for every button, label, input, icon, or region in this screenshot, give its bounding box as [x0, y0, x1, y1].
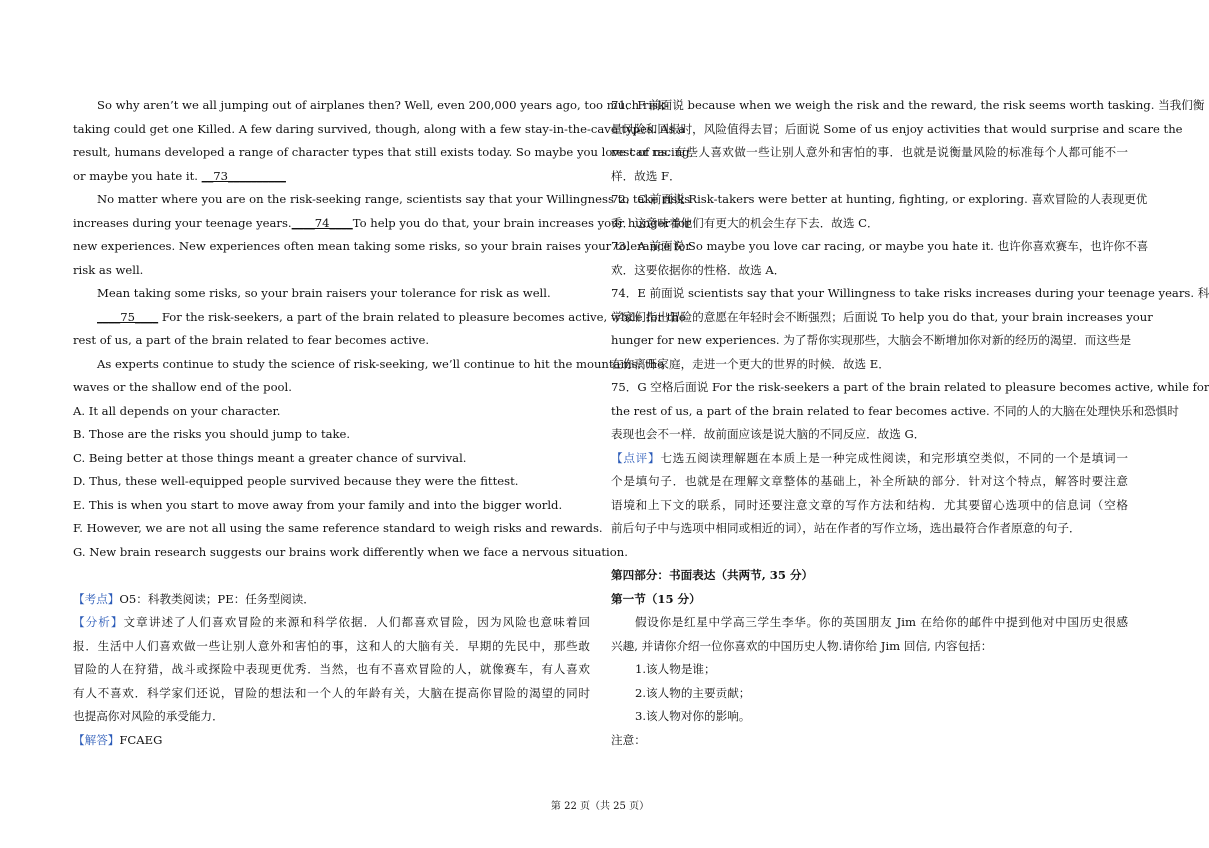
text-line [611, 282, 1209, 306]
options-list [73, 400, 628, 565]
text-line [611, 259, 1128, 283]
text-line [611, 729, 1128, 753]
jieda-tag: 【解答】 [73, 732, 120, 747]
text-line [611, 94, 1205, 118]
answer-blank: __73__________ [201, 168, 286, 183]
fenxi-line [73, 682, 590, 706]
line-text: 学家们指出冒险的意愿在年轻时会不断强烈；后面说 To help you do that, your brain increases your [611, 309, 1153, 324]
kaodian-tag: 【考点】 [73, 591, 120, 606]
option-item: D. Thus, these well-equipped people survived because they were the fittest. [73, 474, 519, 488]
text-line [611, 329, 1132, 353]
option-item: E. This is when you start to move away from your family and into the bigger world. [73, 497, 563, 512]
text-line [611, 705, 1128, 729]
line-text: 1.该人物是谁； [635, 662, 716, 676]
text-line [73, 94, 669, 118]
answer-explanations [611, 94, 1209, 447]
line-text-after: To help you do that, your brain increases your hunger for [352, 215, 691, 230]
line-text: waves or the shallow end of the pool. [73, 380, 292, 394]
option-item: G. New brain research suggests our brains work differently when we face a nervous situation. [73, 544, 628, 559]
line-text: or maybe you hate it. [73, 168, 202, 183]
text-line [611, 635, 1128, 659]
text-line [73, 259, 590, 283]
line-text: 假设你是红星中学高三学生李华。你的英国朋友 Jim 在给你的邮件中提到他对中国历史很感 [635, 615, 1128, 629]
line-text-after: For the risk-seekers, a part of the brain related to pleasure becomes active, while for the [158, 309, 686, 324]
kaodian-text: O5：科教类阅读；PE：任务型阅读． [119, 591, 315, 606]
text-line [611, 376, 1209, 400]
fenxi-text: 报．生活中人们喜欢做一些让别人意外和害怕的事，这和人的大脑有关．早期的先民中，那些敢 [73, 638, 590, 653]
dianping-text: 七选五阅读理解题在本质上是一种完成性阅读，和完形填空类似，不同的一个是填词一 [660, 450, 1128, 465]
text-line [73, 165, 590, 189]
line-text: new experiences. New experiences often mean taking some risks, so your brain raises your tolerance for [73, 239, 691, 253]
line-text: 72．C 前面说 Risk-takers were better at hunting, fighting, or exploring. 喜欢冒险的人表现更优 [611, 192, 1148, 206]
line-text: 样．故选 F． [611, 168, 681, 183]
text-line [611, 611, 1128, 635]
line-text: 75．G 空格后面说 For the risk-seekers a part of the brain related to pleasure becomes active, while for [611, 380, 1209, 394]
section1-title: 第一节（15 分） [611, 591, 701, 606]
dianping-line: 前后句子中与选项中相同或相近的词），站在作者的写作立场，选出最符合作者原意的句子． [611, 521, 1081, 535]
line-text: risk as well. [73, 262, 144, 277]
kaodian-line [73, 588, 590, 612]
fenxi-text: 有人不喜欢．科学家们还说，冒险的想法和一个人的年龄有关，大脑在提高你冒险的渴望的同时 [73, 685, 590, 700]
line-text: rest of us. 有些人喜欢做一些让别人意外和害怕的事．也就是说衡量风险的标准每个人都可能不一 [611, 145, 1128, 159]
text-line [611, 400, 1179, 424]
text-line [611, 306, 1153, 330]
text-line [611, 658, 1128, 682]
fenxi-line [73, 635, 590, 659]
line-text: 73．A 前面说 So maybe you love car racing, or maybe you hate it. 也许你喜欢赛车，也许你不喜 [611, 239, 1149, 253]
dianping-block [611, 447, 1128, 541]
text-line [611, 188, 1148, 212]
fenxi-text: 文章讲述了人们喜欢冒险的来源和科学依据．人们都喜欢冒险，因为风险也意味着回 [123, 615, 590, 629]
line-text: increases during your teenage years. [73, 215, 292, 230]
text-line [611, 141, 1128, 165]
line-text: rest of us, a part of the brain related to fear becomes active. [73, 333, 430, 347]
writing-prompt [611, 611, 1128, 752]
text-line [611, 423, 1128, 447]
line-text: 3.该人物对你的影响。 [635, 709, 751, 723]
option-item: B. Those are the risks you should jump to take. [73, 427, 351, 441]
jieda-text: FCAEG [119, 732, 163, 747]
text-line [73, 141, 694, 165]
line-text: 量风险和回报时，风险值得去冒；后面说 Some of us enjoy activities that would surprise and scare the [611, 121, 1183, 136]
line-text: 兴趣, 并请你介绍一位你喜欢的中国历史人物.请你给 Jim 回信, 内容包括： [611, 638, 993, 653]
dianping-line: 个是填句子．也就是在理解文章整体的基础上，补全所缺的部分．针对这个特点，解答时要注意 [611, 474, 1128, 488]
jieda-line [73, 729, 590, 753]
fenxi-line [73, 705, 590, 729]
text-line [611, 165, 1128, 189]
fenxi-text: 冒险的人在狩猎，战斗或探险中表现更优秀．当然，也有不喜欢冒险的人，就像赛车，有人喜欢 [73, 662, 590, 676]
line-text: As experts continue to study the science of risk-seeking, we’ll continue to hit the mountains, the [97, 356, 664, 371]
text-line [73, 235, 691, 259]
text-line [73, 118, 686, 142]
line-text: 74．E 前面说 scientists say that your Willingness to take risks increases during your teenage years. 科 [611, 286, 1209, 300]
text-line [73, 212, 691, 236]
text-line [611, 682, 1128, 706]
line-text: 2.该人物的主要贡献； [635, 685, 751, 700]
option-item: A. It all depends on your character. [73, 403, 281, 418]
fenxi-tag: 【分析】 [73, 615, 124, 629]
line-text: Mean taking some risks, so your brain raisers your tolerance for risk as well. [97, 286, 551, 300]
text-line [73, 376, 590, 400]
fenxi-line [73, 658, 590, 682]
option-item: C. Being better at those things meant a greater chance of survival. [73, 450, 467, 465]
answer-blank: ____74____ [291, 215, 353, 230]
line-text: 欢．这要依据你的性格．故选 A． [611, 262, 786, 277]
text-line [611, 353, 1128, 377]
text-line [73, 188, 691, 212]
text-line [611, 235, 1149, 259]
dianping-line: 语境和上下文的联系，同时还要注意文章的写作方法和结构．尤其要留心选项中的信息词（空格 [611, 497, 1128, 512]
text-line [73, 306, 686, 330]
option-item: F. However, we are not all using the same reference standard to weigh risks and rewards. [73, 521, 603, 535]
line-text: 秀．这意味着他们有更大的机会生存下去．故选 C． [611, 215, 879, 230]
line-text: 表现也会不一样．故前面应该是说大脑的不同反应．故选 G． [611, 427, 926, 441]
line-text: taking could get one Killed. A few daring survived, though, along with a few stay-in-the-cave types. As a [73, 121, 686, 136]
right-column [611, 94, 1209, 752]
line-text: result, humans developed a range of character types that still exists today. So maybe you love car racing, [73, 145, 694, 159]
text-line [73, 329, 590, 353]
line-text: So why aren’t we all jumping out of airplanes then? Well, even 200,000 years ago, too much risk- [97, 98, 669, 112]
line-text: hunger for new experiences. 为了帮你实现那些，大脑会不断增加你对新的经历的渴望．而这些是 [611, 333, 1132, 347]
answer-blank: ____75____ [97, 309, 159, 324]
line-text: 71．F 前面说 because when we weigh the risk and the reward, the risk seems worth tasking. 当我们衡 [611, 98, 1205, 112]
text-line [611, 118, 1183, 142]
dianping-line [611, 447, 1128, 471]
fenxi-block [73, 611, 590, 729]
line-text: the rest of us, a part of the brain related to fear becomes active. 不同的人的大脑在处理快乐和恐惧时 [611, 403, 1179, 418]
line-text: 注意： [611, 732, 646, 747]
part4-title: 第四部分：书面表达（共两节, 35 分） [611, 568, 814, 582]
page-footer: 第 22 页（共 25 页） [550, 801, 650, 812]
dianping-tag: 【点评】 [611, 450, 661, 465]
fenxi-text: 也提高你对风险的承受能力． [73, 709, 224, 723]
text-line [73, 282, 590, 306]
text-line [611, 212, 1128, 236]
text-line [73, 353, 664, 377]
line-text: No matter where you are on the risk-seeking range, scientists say that your Willingness to take risks [97, 192, 691, 206]
fenxi-line [73, 611, 590, 635]
line-text: 在你离开家庭，走进一个更大的世界的时候．故选 E． [611, 356, 890, 371]
